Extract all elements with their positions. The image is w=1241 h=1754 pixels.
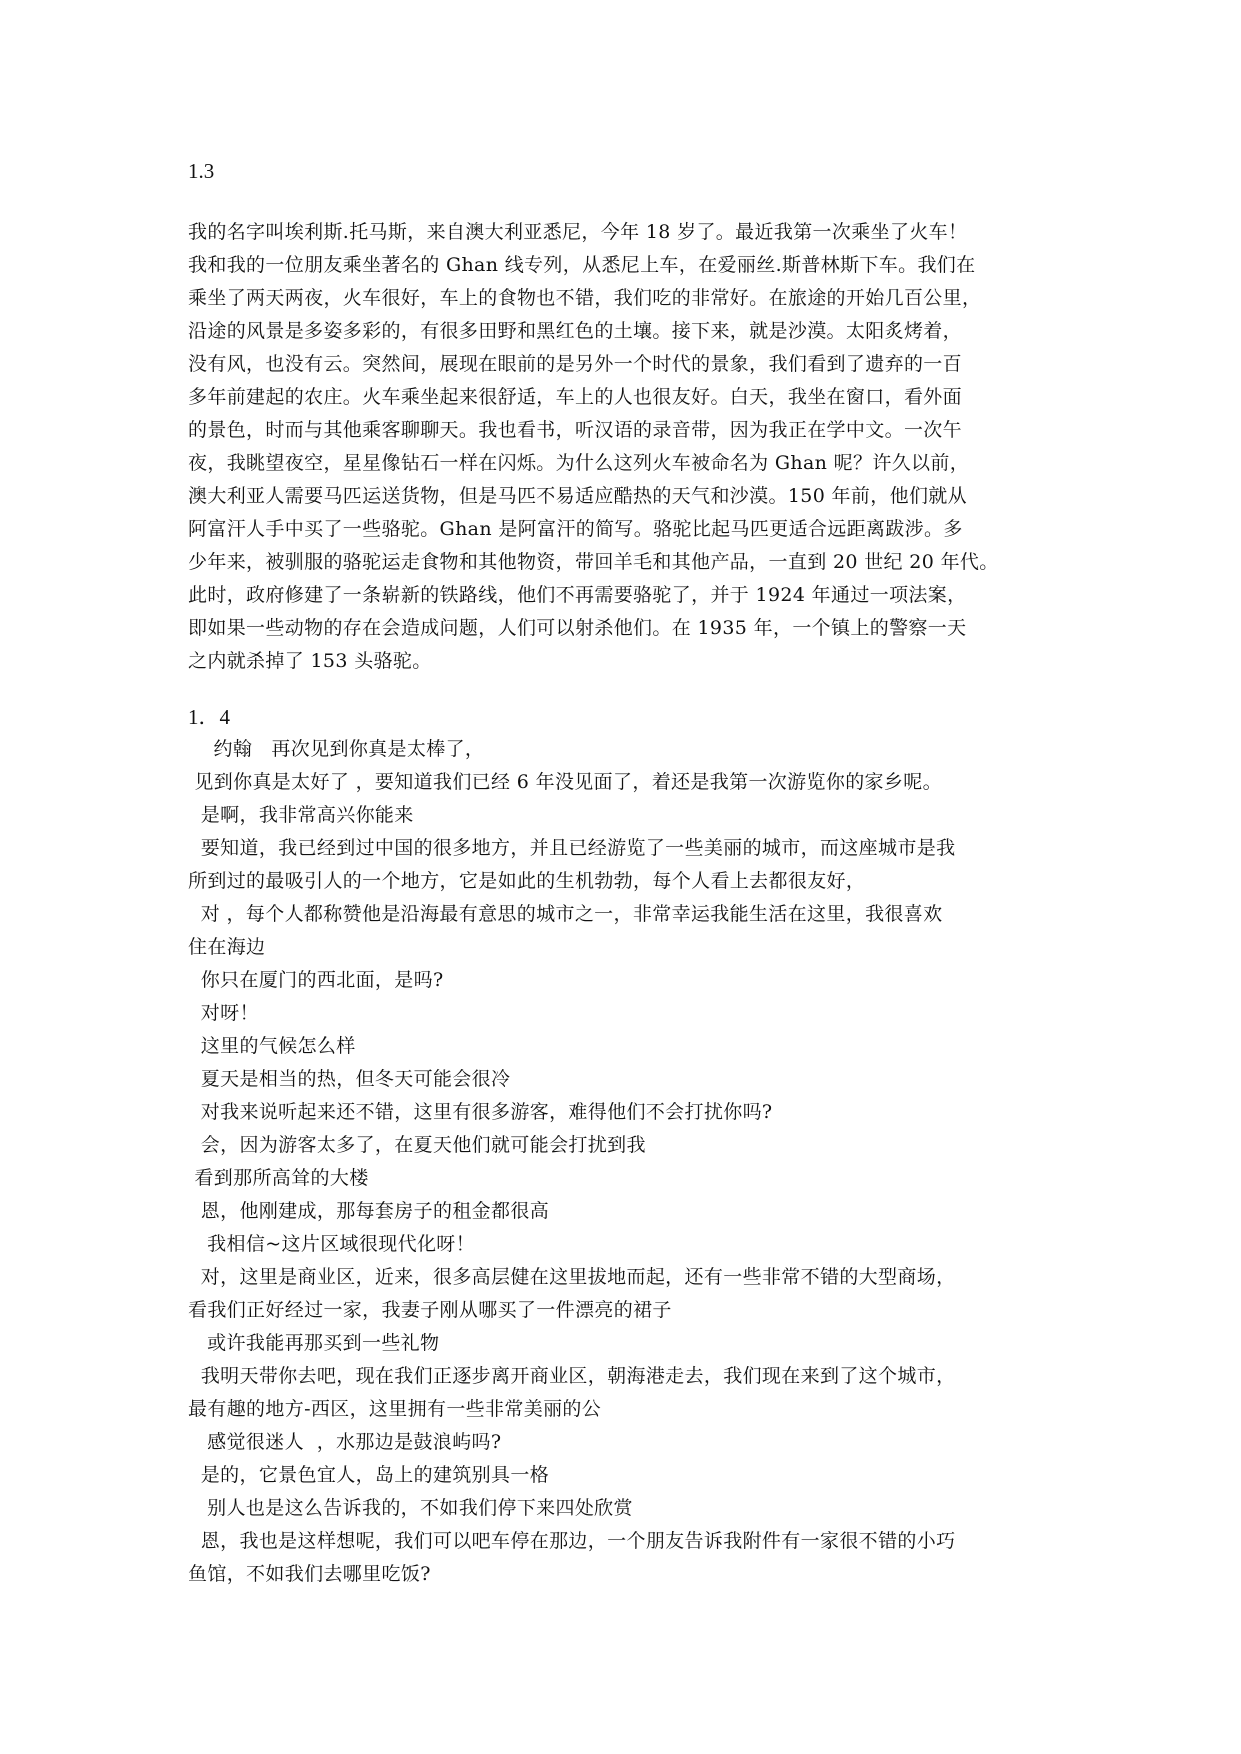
paragraph-line: 约翰 再次见到你真是太棒了， [188,738,485,760]
section-body-1-3 [188,216,1064,678]
paragraph-line: 的景色，时而与其他乘客聊聊天。我也看书，听汉语的录音带，因为我正在学中文。一次午 [188,419,963,441]
paragraph-line: 要知道，我已经到过中国的很多地方，并且已经游览了一些美丽的城市，而这座城市是我 [188,837,956,859]
paragraph-line: 夜，我眺望夜空，星星像钻石一样在闪烁。为什么这列火车被命名为 Ghan 呢？许久以前， [188,452,970,474]
section-heading-1-3: 1.3 [188,159,215,183]
paragraph-line: 我明天带你去吧，现在我们正逐步离开商业区，朝海港走去，我们现在来到了这个城市， [188,1365,956,1387]
paragraph-line: 对 ，每个人都称赞他是沿海最有意思的城市之一，非常幸运我能生活在这里，我很喜欢 [188,903,943,925]
paragraph-line: 看我们正好经过一家，我妻子刚从哪买了一件漂亮的裙子 [188,1299,672,1321]
paragraph-line: 住在海边 [188,936,266,958]
paragraph-line: 感觉很迷人 ，水那边是鼓浪屿吗? [188,1431,502,1453]
paragraph-line: 见到你真是太好了 ，要知道我们已经 6 年没见面了，着还是我第一次游览你的家乡呢。 [188,771,942,793]
section-body-1-4 [188,733,1064,1591]
paragraph-line: 这里的气候怎么样 [188,1035,356,1057]
paragraph-line: 我相信~这片区域很现代化呀！ [188,1233,475,1255]
paragraph-line: 阿富汗人手中买了一些骆驼。Ghan 是阿富汗的简写。骆驼比起马匹更适合远距离跋涉。多 [188,518,963,540]
paragraph-line: 沿途的风景是多姿多彩的，有很多田野和黑红色的土壤。接下来，就是沙漠。太阳炙烤着， [188,320,963,342]
paragraph-line: 你只在厦门的西北面，是吗? [188,969,444,991]
paragraph-line: 澳大利亚人需要马匹运送货物，但是马匹不易适应酷热的天气和沙漠。150 年前，他们就从 [188,485,968,507]
paragraph-line: 是啊，我非常高兴你能来 [188,804,414,826]
paragraph-line: 所到过的最吸引人的一个地方，它是如此的生机勃勃，每个人看上去都很友好， [188,870,866,892]
paragraph-line: 鱼馆，不如我们去哪里吃饭? [188,1563,431,1585]
paragraph-line: 恩，他刚建成，那每套房子的租金都很高 [188,1200,550,1222]
section-heading-1-4: 1．4 [188,705,230,729]
paragraph-line: 或许我能再那买到一些礼物 [188,1332,440,1354]
paragraph-line: 少年来，被驯服的骆驼运走食物和其他物资，带回羊毛和其他产品，一直到 20 世纪 20 年代。 [188,551,999,573]
paragraph-line: 别人也是这么告诉我的，不如我们停下来四处欣赏 [188,1497,633,1519]
paragraph-line: 恩，我也是这样想呢，我们可以吧车停在那边，一个朋友告诉我附件有一家很不错的小巧 [188,1530,956,1552]
paragraph-line: 会，因为游客太多了，在夏天他们就可能会打扰到我 [188,1134,646,1156]
paragraph-line: 之内就杀掉了 153 头骆驼。 [188,650,432,672]
paragraph-line: 是的，它景色宜人，岛上的建筑别具一格 [188,1464,550,1486]
paragraph-line: 我和我的一位朋友乘坐著名的 Ghan 线专列，从悉尼上车，在爱丽丝.斯普林斯下车。我们在 [188,254,976,276]
paragraph-line: 多年前建起的农庄。火车乘坐起来很舒适，车上的人也很友好。白天，我坐在窗口，看外面 [188,386,963,408]
paragraph-line: 我的名字叫埃利斯.托马斯，来自澳大利亚悉尼，今年 18 岁了。最近我第一次乘坐了火车！ [188,221,968,243]
paragraph-line: 对我来说听起来还不错，这里有很多游客，难得他们不会打扰你吗? [188,1101,773,1123]
paragraph-line: 最有趣的地方-西区，这里拥有一些非常美丽的公 [188,1398,602,1420]
paragraph-line: 看到那所高耸的大楼 [188,1167,369,1189]
paragraph-line: 乘坐了两天两夜，火车很好，车上的食物也不错，我们吃的非常好。在旅途的开始几百公里， [188,287,982,309]
paragraph-line: 没有风，也没有云。突然间，展现在眼前的是另外一个时代的景象，我们看到了遗弃的一百 [188,353,963,375]
paragraph-line: 夏天是相当的热，但冬天可能会很冷 [188,1068,511,1090]
paragraph-line: 即如果一些动物的存在会造成问题，人们可以射杀他们。在 1935 年，一个镇上的警察一天 [188,617,967,639]
paragraph-line: 对，这里是商业区，近来，很多高层健在这里拔地而起，还有一些非常不错的大型商场， [188,1266,956,1288]
paragraph-line: 此时，政府修建了一条崭新的铁路线，他们不再需要骆驼了，并于 1924 年通过一项法案， [188,584,967,606]
paragraph-line: 对呀！ [188,1002,259,1024]
